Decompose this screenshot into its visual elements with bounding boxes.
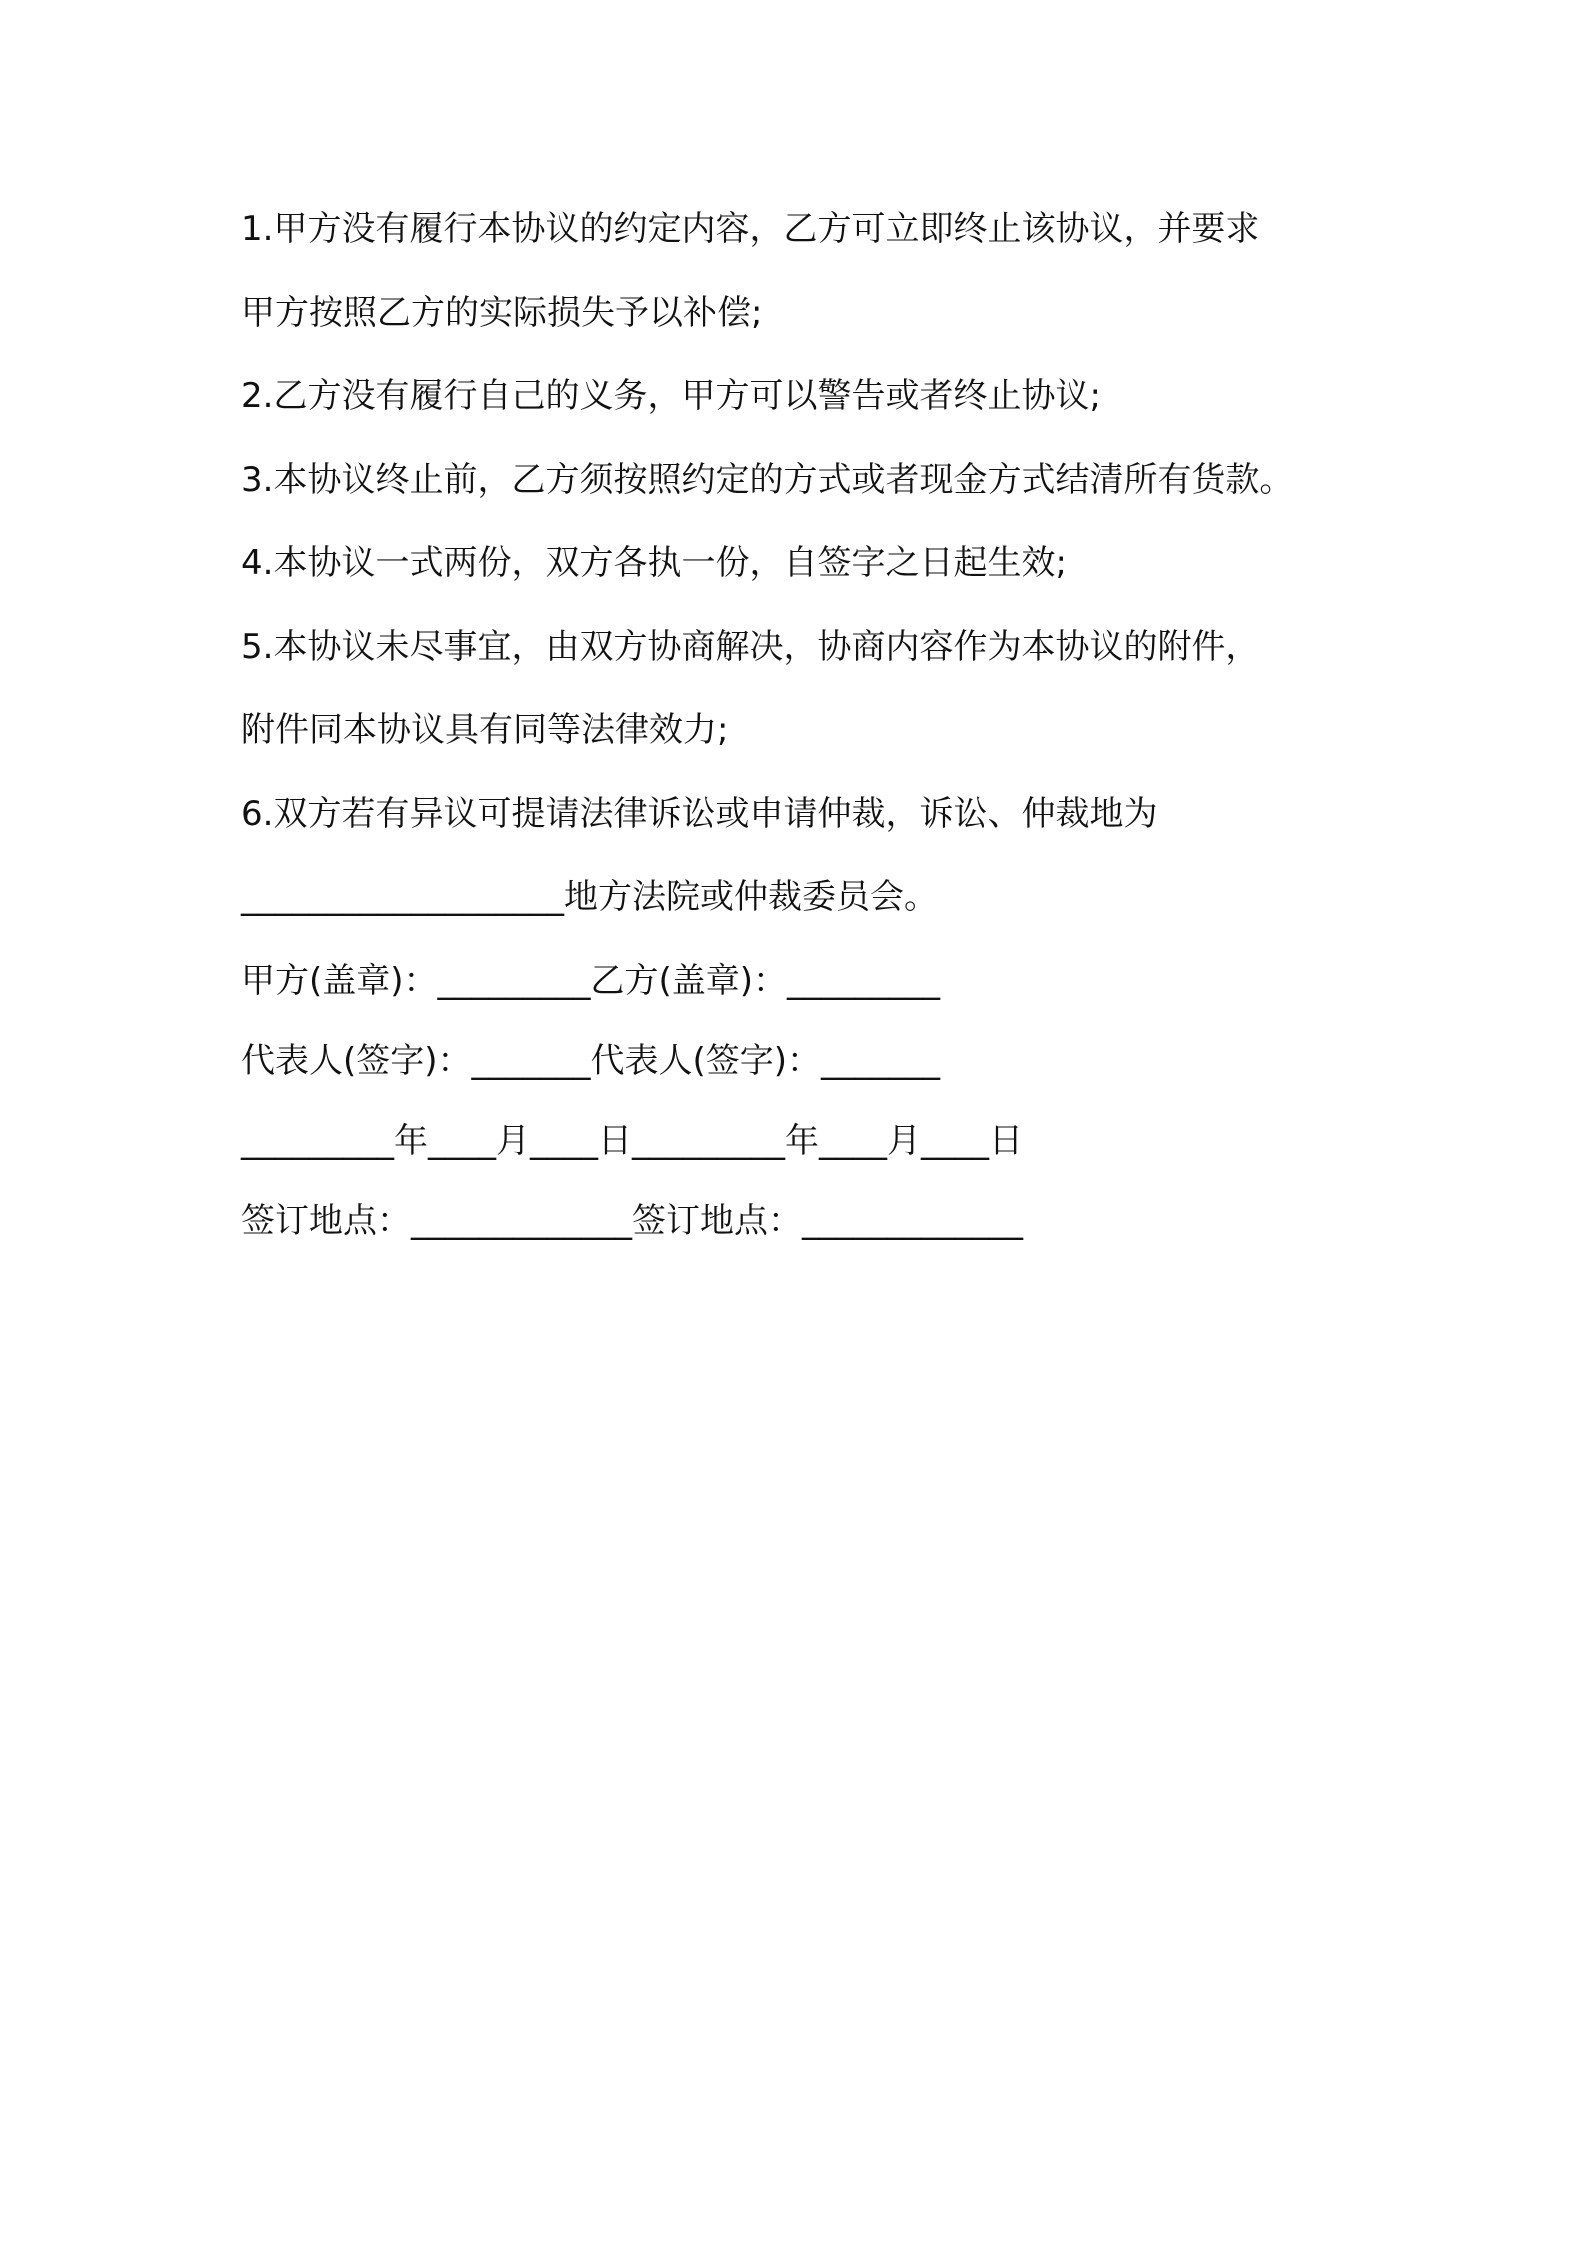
clause-5-line-1: 5.本协议未尽事宜，由双方协商解决，协商内容作为本协议的附件，: [241, 626, 1260, 667]
representative-signature-line: 代表人(签字)：_______代表人(签字)：_______: [241, 1040, 941, 1081]
date-line: _________年____月____日_________年____月____日: [241, 1120, 1023, 1161]
clause-1-line-2: 甲方按照乙方的实际损失予以补偿;: [241, 292, 763, 333]
clause-5-line-2: 附件同本协议具有同等法律效力;: [241, 710, 729, 750]
seal-line: 甲方(盖章)：_________乙方(盖章)：_________: [241, 960, 941, 1001]
clause-4: 4.本协议一式两份，双方各执一份，自签字之日起生效;: [241, 543, 1067, 583]
signing-place-line: 签订地点：_____________签订地点：_____________: [241, 1200, 1023, 1241]
clause-1-line-1: 1.甲方没有履行本协议的约定内容，乙方可立即终止该协议，并要求: [241, 209, 1260, 249]
clause-6-line-2: ___________________地方法院或仲裁委员会。: [241, 877, 938, 917]
clause-6-line-1: 6.双方若有异议可提请法律诉讼或申请仲裁，诉讼、仲裁地为: [241, 793, 1158, 834]
clause-2: 2.乙方没有履行自己的义务，甲方可以警告或者终止协议;: [241, 376, 1101, 416]
document-body: [241, 198, 1391, 1270]
clause-3: 3.本协议终止前，乙方须按照约定的方式或者现金方式结清所有货款。: [241, 459, 1294, 500]
